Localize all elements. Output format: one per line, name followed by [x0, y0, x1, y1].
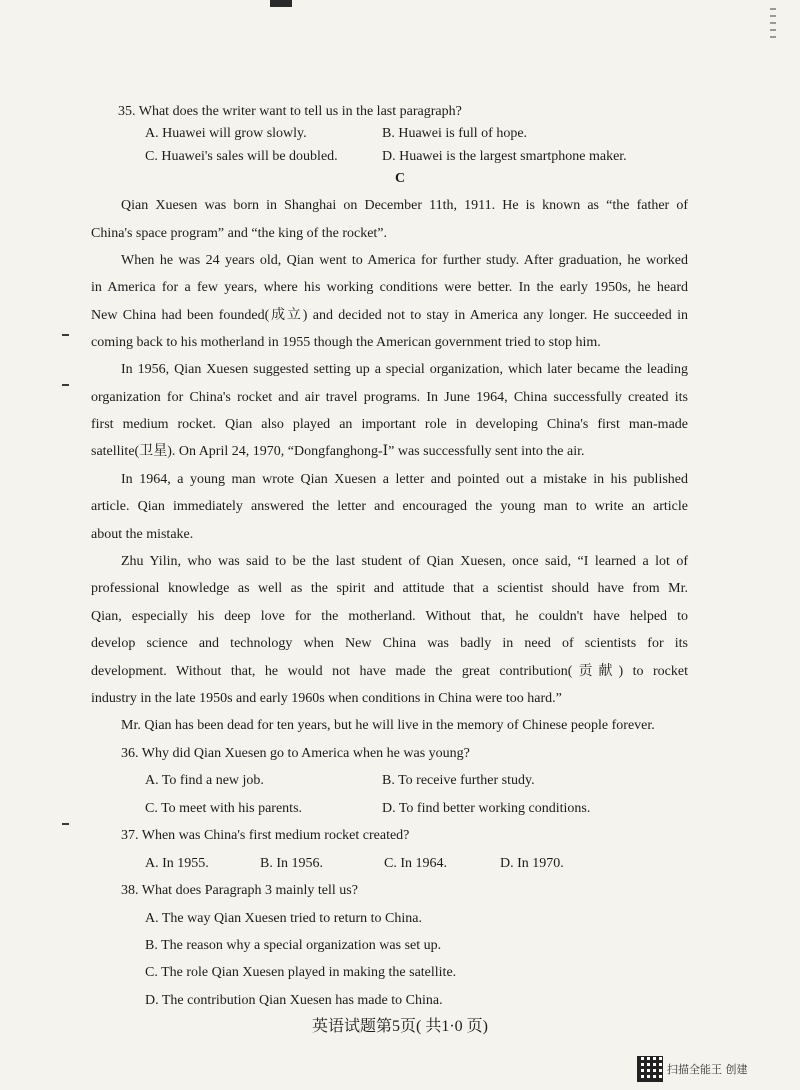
scan-edge-mark — [270, 0, 292, 7]
passage-line: When he was 24 years old, Qian went to America for further study. After graduation, he worked — [121, 253, 688, 268]
scanner-watermark: 扫描全能王 创建 — [667, 1063, 748, 1076]
option-a: A. The way Qian Xuesen tried to return to China. — [145, 911, 422, 926]
question-text: 37. When was China's first medium rocket created? — [121, 828, 410, 843]
option-c: C. In 1964. — [384, 856, 447, 871]
question-text: 35. What does the writer want to tell us in the last paragraph? — [118, 104, 462, 119]
passage-line: Mr. Qian has been dead for ten years, but he will live in the memory of Chinese people forever. — [121, 718, 655, 733]
binding-mark — [62, 384, 69, 386]
passage-line: about the mistake. — [91, 527, 194, 542]
page-footer: 英语试题第5页( 共1·0 页) — [312, 1018, 488, 1035]
option-d: D. The contribution Qian Xuesen has made to China. — [145, 993, 443, 1008]
option-b: B. Huawei is full of hope. — [382, 126, 528, 141]
option-d: D. Huawei is the largest smartphone maker. — [382, 149, 627, 164]
passage-line: organization for China's rocket and air travel programs. In June 1964, China successfully created its — [91, 390, 688, 405]
question-text: 38. What does Paragraph 3 mainly tell us? — [121, 883, 358, 898]
passage-line: China's space program” and “the king of the rocket”. — [91, 226, 388, 241]
option-a: A. To find a new job. — [145, 773, 264, 788]
passage-line: article. Qian immediately answered the letter and encouraged the young man to write an article — [91, 499, 688, 514]
passage-line: satellite(卫星). On April 24, 1970, “Dongfanghong-Ⅰ” was successfully sent into the air. — [91, 444, 585, 459]
passage-line: in America for a few years, where his working conditions were better. In the early 1950s, he heard — [91, 280, 688, 295]
passage-line: first medium rocket. Qian also played an important role in developing China's first man-made — [91, 417, 688, 432]
option-a: A. In 1955. — [145, 856, 209, 871]
option-b: B. The reason why a special organization was set up. — [145, 938, 442, 953]
passage-line: development. Without that, he would not have made the great contribution(贡献) to rocket — [91, 664, 688, 679]
passage-line: New China had been founded(成立) and decided not to stay in America any longer. He succeeded in — [91, 308, 688, 323]
qr-code-icon — [637, 1056, 663, 1082]
passage-line: Zhu Yilin, who was said to be the last student of Qian Xuesen, once said, “I learned a lot of — [121, 554, 688, 569]
option-b: B. To receive further study. — [382, 773, 535, 788]
binding-mark — [62, 334, 69, 336]
passage-line: professional knowledge as well as the spirit and attitude that a scientist should have from Mr. — [91, 581, 688, 596]
passage-line: develop science and technology when New China was badly in need of scientists for its — [91, 636, 688, 651]
option-d: D. In 1970. — [500, 856, 564, 871]
option-c: C. To meet with his parents. — [145, 801, 303, 816]
option-c: C. The role Qian Xuesen played in making the satellite. — [145, 965, 457, 980]
passage-line: Qian, especially his deep love for the motherland. Without that, he couldn't have helped to — [91, 609, 688, 624]
option-c: C. Huawei's sales will be doubled. — [145, 149, 338, 164]
passage-line: In 1956, Qian Xuesen suggested setting up a special organization, which later became the leading — [121, 362, 688, 377]
passage-line: In 1964, a young man wrote Qian Xuesen a letter and pointed out a mistake in his published — [121, 472, 688, 487]
option-d: D. To find better working conditions. — [382, 801, 591, 816]
passage-line: industry in the late 1950s and early 1960s when conditions in China were too hard.” — [91, 691, 562, 706]
question-text: 36. Why did Qian Xuesen go to America when he was young? — [121, 746, 470, 761]
passage-line: coming back to his motherland in 1955 though the American government tried to stop him. — [91, 335, 601, 350]
option-a: A. Huawei will grow slowly. — [145, 126, 307, 141]
binding-mark — [62, 823, 69, 825]
section-letter: C — [394, 171, 406, 186]
passage-line: Qian Xuesen was born in Shanghai on December 11th, 1911. He is known as “the father of — [121, 198, 688, 213]
option-b: B. In 1956. — [260, 856, 323, 871]
scan-edge-dots — [770, 8, 776, 38]
